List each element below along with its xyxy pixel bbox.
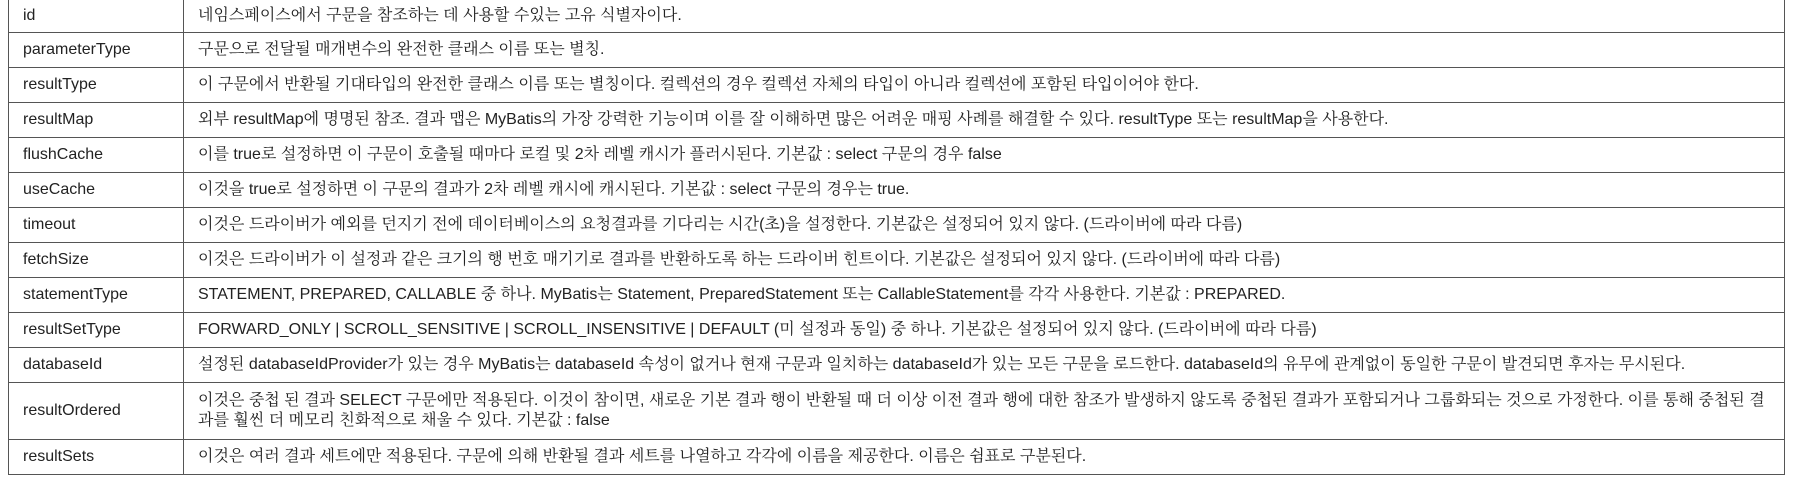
attribute-description: STATEMENT, PREPARED, CALLABLE 중 하나. MyBatis는 Statement, PreparedStatement 또는 CallableStatement를 각각 사용한다. 기본값 : PREPARED. bbox=[184, 277, 1785, 312]
attribute-name: resultOrdered bbox=[9, 382, 184, 439]
attribute-name: resultMap bbox=[9, 102, 184, 137]
attribute-description: 이를 true로 설정하면 이 구문이 호출될 때마다 로컬 및 2차 레벨 캐시가 플러시된다. 기본값 : select 구문의 경우 false bbox=[184, 137, 1785, 172]
select-attributes-table bbox=[8, 0, 1785, 475]
attribute-description: 이 구문에서 반환될 기대타입의 완전한 클래스 이름 또는 별칭이다. 컬렉션의 경우 컬렉션 자체의 타입이 아니라 컬렉션에 포함된 타입이어야 한다. bbox=[184, 67, 1785, 102]
table-row bbox=[9, 347, 1785, 382]
attribute-name: useCache bbox=[9, 172, 184, 207]
table-row bbox=[9, 312, 1785, 347]
attribute-name: statementType bbox=[9, 277, 184, 312]
table-row bbox=[9, 277, 1785, 312]
attribute-name: id bbox=[9, 0, 184, 32]
attribute-name: resultSetType bbox=[9, 312, 184, 347]
attribute-description: 이것은 중첩 된 결과 SELECT 구문에만 적용된다. 이것이 참이면, 새로운 기본 결과 행이 반환될 때 더 이상 이전 결과 행에 대한 참조가 발생하지 않도록 중첩된 결과가 포함되거나 그룹화되는 것으로 가정한다. 이를 통해 중첩된 결과를 훨씬 더 메모리 친화적으로 채울 수 있다. 기본값 : false bbox=[184, 382, 1785, 439]
attribute-description: FORWARD_ONLY | SCROLL_SENSITIVE | SCROLL_INSENSITIVE | DEFAULT (미 설정과 동일) 중 하나. 기본값은 설정되어 있지 않다. (드라이버에 따라 다름) bbox=[184, 312, 1785, 347]
attribute-description: 이것은 드라이버가 이 설정과 같은 크기의 행 번호 매기기로 결과를 반환하도록 하는 드라이버 힌트이다. 기본값은 설정되어 있지 않다. (드라이버에 따라 다름) bbox=[184, 242, 1785, 277]
attribute-name: flushCache bbox=[9, 137, 184, 172]
attribute-description: 이것은 드라이버가 예외를 던지기 전에 데이터베이스의 요청결과를 기다리는 시간(초)을 설정한다. 기본값은 설정되어 있지 않다. (드라이버에 따라 다름) bbox=[184, 207, 1785, 242]
table-row bbox=[9, 207, 1785, 242]
attribute-name: databaseId bbox=[9, 347, 184, 382]
attribute-description: 이것은 여러 결과 세트에만 적용된다. 구문에 의해 반환될 결과 세트를 나열하고 각각에 이름을 제공한다. 이름은 쉼표로 구분된다. bbox=[184, 439, 1785, 474]
attribute-name: resultSets bbox=[9, 439, 184, 474]
table-row bbox=[9, 242, 1785, 277]
table-row bbox=[9, 67, 1785, 102]
attribute-name: fetchSize bbox=[9, 242, 184, 277]
attribute-description: 외부 resultMap에 명명된 참조. 결과 맵은 MyBatis의 가장 강력한 기능이며 이를 잘 이해하면 많은 어려운 매핑 사례를 해결할 수 있다. resultType 또는 resultMap을 사용한다. bbox=[184, 102, 1785, 137]
attribute-description: 구문으로 전달될 매개변수의 완전한 클래스 이름 또는 별칭. bbox=[184, 32, 1785, 67]
table-row bbox=[9, 439, 1785, 474]
table-row bbox=[9, 137, 1785, 172]
table-row bbox=[9, 382, 1785, 439]
attribute-description: 설정된 databaseIdProvider가 있는 경우 MyBatis는 databaseId 속성이 없거나 현재 구문과 일치하는 databaseId가 있는 모든 구문을 로드한다. databaseId의 유무에 관계없이 동일한 구문이 발견되면 후자는 무시된다. bbox=[184, 347, 1785, 382]
attribute-name: resultType bbox=[9, 67, 184, 102]
table-row bbox=[9, 32, 1785, 67]
table-row bbox=[9, 0, 1785, 32]
table-row bbox=[9, 172, 1785, 207]
attribute-description: 이것을 true로 설정하면 이 구문의 결과가 2차 레벨 캐시에 캐시된다. 기본값 : select 구문의 경우는 true. bbox=[184, 172, 1785, 207]
table-body bbox=[9, 0, 1785, 474]
table-row bbox=[9, 102, 1785, 137]
attributes-table-container bbox=[8, 0, 1784, 475]
attribute-name: timeout bbox=[9, 207, 184, 242]
attribute-description: 네임스페이스에서 구문을 참조하는 데 사용할 수있는 고유 식별자이다. bbox=[184, 0, 1785, 32]
attribute-name: parameterType bbox=[9, 32, 184, 67]
